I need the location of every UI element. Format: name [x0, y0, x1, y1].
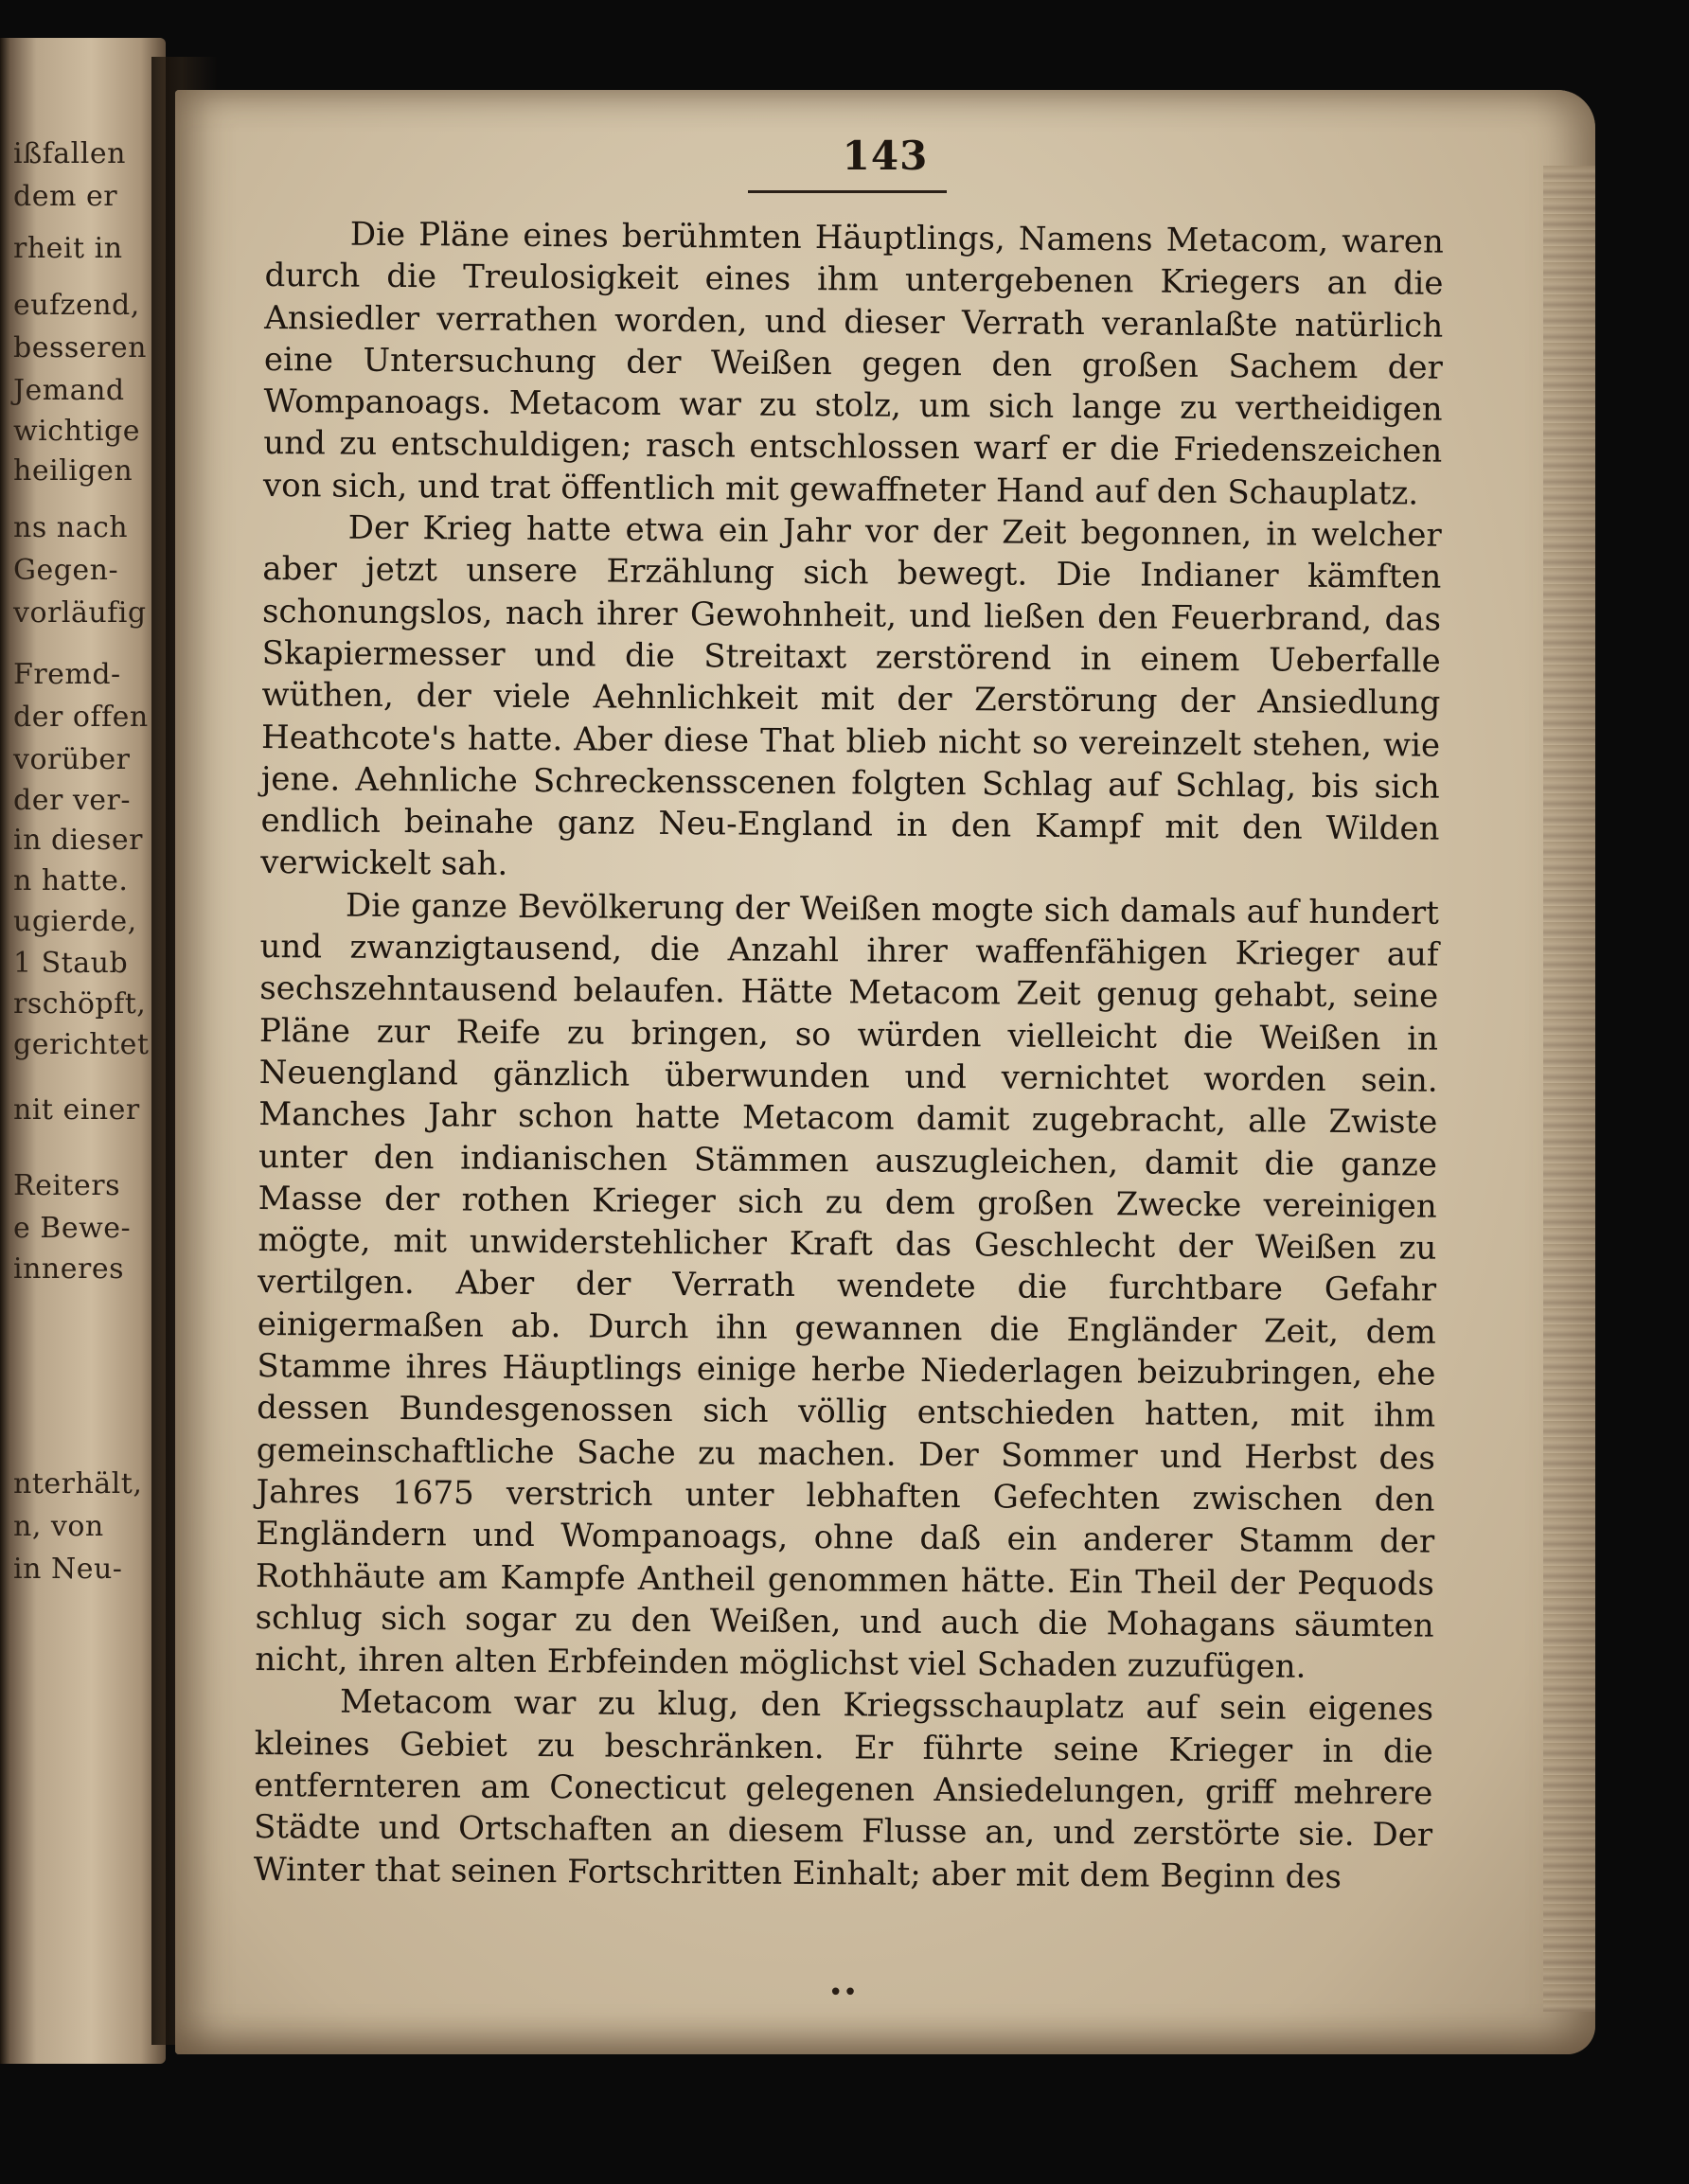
left-page-fragment: n hatte.	[13, 864, 129, 897]
page-footer-mark: ••	[828, 1979, 858, 2007]
left-page-fragment: 1 Staub	[13, 947, 129, 980]
book-page	[175, 90, 1595, 2054]
page-number-rule	[748, 190, 947, 193]
left-page-fragment: n, von	[13, 1510, 104, 1543]
left-page-fragment: nterhält,	[13, 1467, 143, 1500]
left-page-fragment: in Neu-	[13, 1553, 123, 1586]
left-page-fragment: vorläufig	[13, 596, 147, 630]
left-page-fragment: nit einer	[13, 1093, 140, 1127]
left-page-fragment: der ver-	[13, 784, 132, 817]
left-page-fragment: dem er	[13, 180, 118, 213]
left-page-fragment: rheit in	[13, 232, 123, 265]
left-page-fragment: rschöpft,	[13, 987, 147, 1021]
left-page-fragment: in dieser	[13, 824, 143, 857]
body-text	[254, 213, 1444, 1899]
left-facing-page	[0, 38, 166, 2064]
page-edge-texture	[1543, 166, 1595, 2012]
left-page-fragment: ißfallen	[13, 137, 126, 170]
paragraph: Die Pläne eines berühmten Häuptlings, Namens Metacom, waren durch die Treulosigkeit eines ihm untergebenen Kriegers an die Ansiedler verrathen worden, und dieser Verrath veranlaßte natürlich eine Untersuchung der Weißen gegen den großen Sachem der Wompanoags. Metacom war zu stolz, um sich lange zu vertheidigen und zu entschuldigen; rasch entschlossen warf er die Friedenszeichen von sich, und trat öffentlich mit gewaffneter Hand auf den Schauplatz.	[262, 215, 1444, 513]
left-page-fragment: Gegen-	[13, 554, 119, 587]
left-page-fragment: eufzend,	[13, 289, 140, 322]
paragraph: Die ganze Bevölkerung der Weißen mogte sich damals auf hundert und zwanzigtausend, die Anzahl ihrer waffenfähigen Krieger auf sechszehntausend belaufen. Hätte Metacom Zeit genug gehabt, seine Pläne zur Reife zu bringen, so würden vielleicht die Weißen in Neuengland gänzlich überwunden und vernichtet worden sein. Manches Jahr schon hatte Metacom damit zugebracht, alle Zwiste unter den indianischen Stämmen auszugleichen, damit die ganze Masse der rothen Krieger sich zu dem großen Zwecke vereinigen mögte, mit unwiderstehlicher Kraft das Geschlecht der Weißen zu vertilgen. Aber der Verrath wendete die furchtbare Gefahr einigermaßen ab. Durch ihn gewannen die Engländer Zeit, dem Stamme ihres Häuptlings einige herbe Niederlagen beizubringen, ehe dessen Bundesgenossen sich völlig entschieden hatten, mit ihm gemeinschaftliche Sache zu machen. Der Sommer und Herbst des Jahres 1675 verstrich unter lebhaften Gefechten zwischen den Engländern und Wompanoags, ohne daß ein anderer Stamm der Rothhäute am Kampfe Antheil genommen hätte. Ein Theil der Pequods schlug sich sogar zu den Weißen, und auch die Mohagans säumten nicht, ihren alten Erbfeinden möglichst viel Schaden zuzufügen.	[255, 886, 1440, 1686]
page-number: 143	[842, 133, 929, 179]
left-page-fragment: heiligen	[13, 454, 133, 488]
left-page-fragment: Fremd-	[13, 658, 121, 691]
left-page-fragment: inneres	[13, 1252, 124, 1286]
left-page-fragment: ugierde,	[13, 905, 137, 938]
left-page-fragment: e Bewe-	[13, 1212, 132, 1245]
left-page-fragment: Reiters	[13, 1169, 120, 1202]
left-page-fragment: wichtige	[13, 415, 141, 448]
left-page-fragment: vorüber	[13, 743, 131, 776]
left-page-fragment: besseren	[13, 331, 147, 364]
paragraph: Der Krieg hatte etwa ein Jahr vor der Zeit begonnen, in welcher aber jetzt unsere Erzählung sich bewegt. Die Indianer kämften schonungslos, nach ihrer Gewohnheit, und ließen den Feuerbrand, das Skapiermesser und die Streitaxt zerstörend in einem Ueberfalle wüthen, der viele Aehnlichkeit mit der Zerstörung der Ansiedlung Heathcote's hatte. Aber diese That blieb nicht so vereinzelt stehen, wie jene. Aehnliche Schreckensscenen folgten Schlag auf Schlag, bis sich endlich beinahe ganz Neu-England in den Kampf mit den Wilden verwickelt sah.	[260, 508, 1442, 884]
left-page-fragment: gerichtet	[13, 1028, 150, 1061]
left-page-fragment: Jemand	[13, 374, 125, 407]
paragraph: Metacom war zu klug, den Kriegsschauplatz auf sein eigenes kleines Gebiet zu beschränken. Er führte seine Krieger in die entfernteren am Conecticut gelegenen Ansiedelungen, griff mehrere Städte und Ortschaften an diesem Flusse an, und zerstörte sie. Der Winter that seinen Fortschritten Einhalt; aber mit dem Beginn des	[253, 1682, 1434, 1896]
left-page-fragment: der offen	[13, 701, 149, 734]
left-page-fragment: ns nach	[13, 511, 129, 544]
